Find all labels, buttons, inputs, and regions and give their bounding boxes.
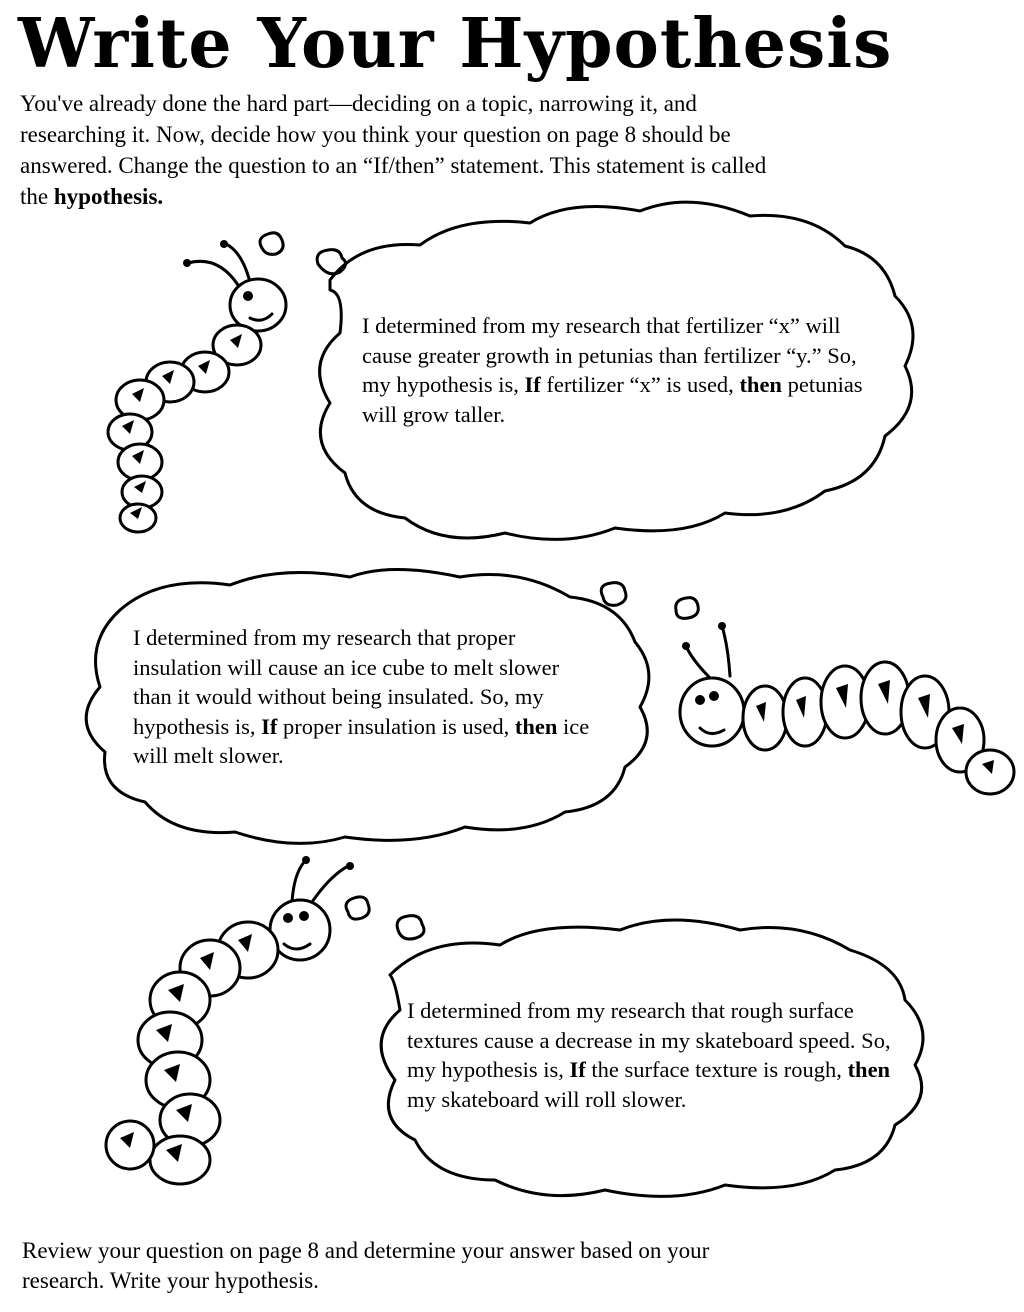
caterpillar-icon bbox=[106, 856, 354, 1184]
if-keyword: If bbox=[261, 713, 278, 739]
if-keyword: If bbox=[569, 1057, 586, 1082]
then-keyword: then bbox=[739, 372, 782, 397]
intro-keyword: hypothesis. bbox=[53, 184, 164, 209]
caterpillar-icon bbox=[108, 240, 286, 532]
footer-instructions: Review your question on page 8 and determine your answer based on your research. Write your hypothesis. bbox=[22, 1238, 710, 1293]
caterpillar-icon bbox=[680, 622, 1014, 794]
if-keyword: If bbox=[524, 372, 541, 397]
then-clause: my skateboard will roll slower. bbox=[407, 1086, 687, 1112]
if-clause: proper insulation is used, bbox=[283, 713, 510, 739]
example-lead: I determined from my research that rough surface textures cause a decrease in my skateboard speed. So, my hypothesis is, bbox=[407, 998, 891, 1082]
example-lead: I determined from my research that fertilizer “x” will cause greater growth in petunias than fertilizer “y.” So, my hypothesis is, bbox=[362, 313, 857, 397]
example-lead: I determined from my research that proper insulation will cause an ice cube to melt slower than it would without being insulated. So, my hypothesis is, bbox=[133, 625, 560, 739]
intro-text: You've already done the hard part—deciding on a topic, narrowing it, and researching it. Now, decide how you think your question on page 8 should be answered. Change the question to an “If/then” statement. This statement is called the bbox=[20, 91, 767, 209]
if-clause: the surface texture is rough, bbox=[591, 1057, 842, 1082]
page-title: Write Your Hypothesis bbox=[18, 4, 893, 84]
example-bubble-2 bbox=[133, 623, 603, 771]
then-clause: petunias will grow taller. bbox=[362, 372, 863, 427]
then-clause: ice will melt slower. bbox=[133, 713, 590, 768]
then-keyword: then bbox=[514, 713, 558, 739]
then-keyword: then bbox=[847, 1057, 891, 1082]
if-clause: fertilizer “x” is used, bbox=[546, 372, 734, 397]
example-bubble-3 bbox=[407, 996, 907, 1114]
example-bubble-1 bbox=[362, 311, 882, 429]
